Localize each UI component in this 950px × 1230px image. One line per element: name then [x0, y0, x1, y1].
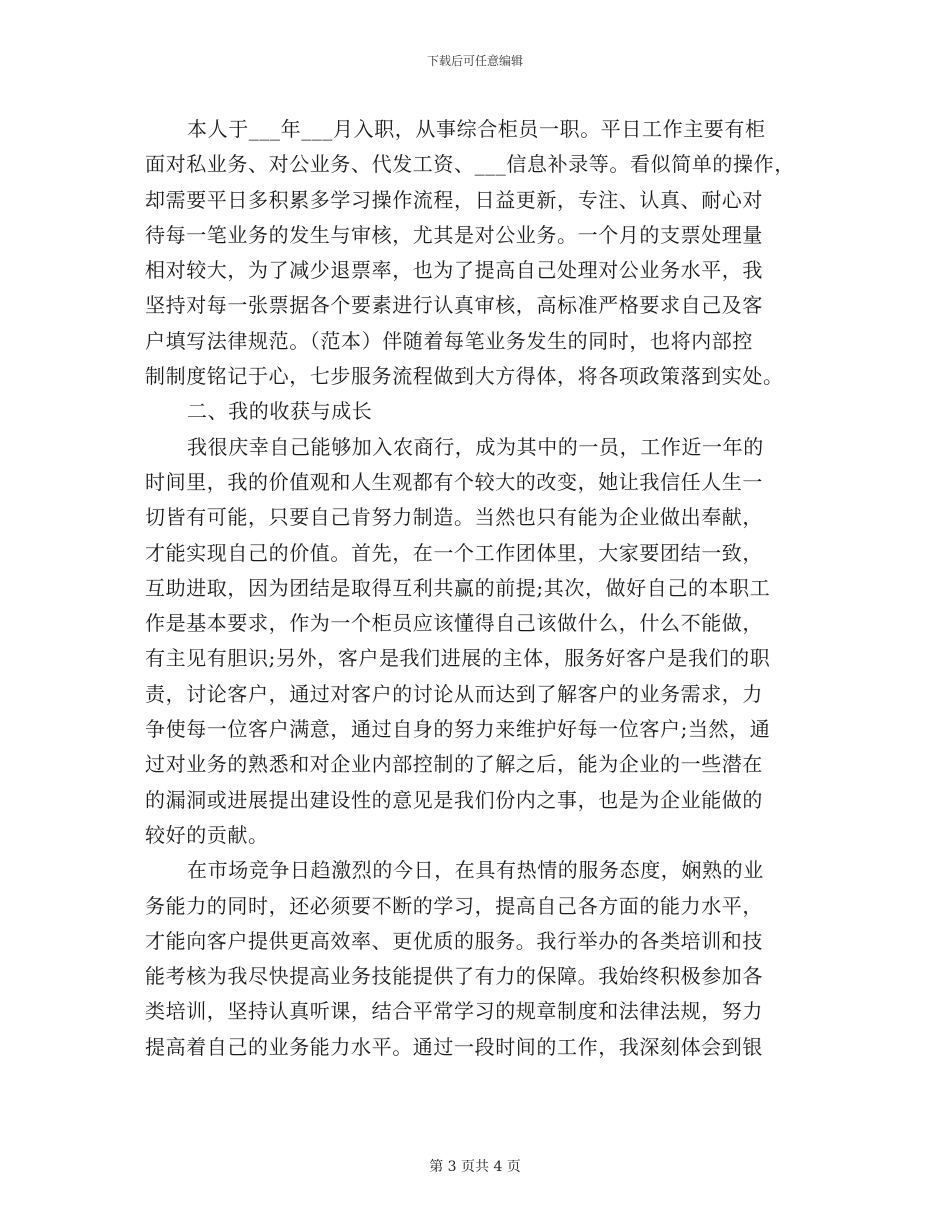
text-line: 能考核为我尽快提高业务技能提供了有力的保障。我始终积极参加各 [145, 964, 763, 989]
text-line: 责，讨论客户，通过对客户的讨论从而达到了解客户的业务需求，力 [145, 681, 763, 706]
text-line: 互助进取，因为团结是取得互利共赢的前提;其次，做好自己的本职工 [145, 575, 771, 600]
text-line: 提高着自己的业务能力水平。通过一段时间的工作，我深刻体会到银 [145, 1034, 763, 1059]
text-line: 制制度铭记于心，七步服务流程做到大方得体，将各项政策落到实处。 [145, 364, 784, 389]
text-line: 作是基本要求，作为一个柜员应该懂得自己该做什么，什么不能做， [145, 611, 763, 636]
text-line: 有主见有胆识;另外，客户是我们进展的主体，服务好客户是我们的职 [145, 646, 771, 671]
text-line: 坚持对每一张票据各个要素进行认真审核，高标准严格要求自己及客 [145, 293, 763, 318]
text-line: 待每一笔业务的发生与审核，尤其是对公业务。一个月的支票处理量 [145, 222, 763, 247]
text-line: 面对私业务、对公业务、代发工资、___信息补录等。看似简单的操作， [145, 152, 795, 177]
text-line: 二、我的收获与成长 [187, 399, 373, 424]
text-line: 争使每一位客户满意，通过自身的努力来维护好每一位客户;当然，通 [145, 717, 771, 742]
text-line: 过对业务的熟悉和对企业内部控制的了解之后，能为企业的一些潜在 [145, 752, 763, 777]
text-line: 的漏洞或进展提出建设性的意见是我们份内之事，也是为企业能做的 [145, 787, 763, 812]
page-number: 第 3 页共 4 页 [429, 1159, 521, 1175]
text-line: 我很庆幸自己能够加入农商行，成为其中的一员，工作近一年的 [187, 434, 764, 459]
text-line: 相对较大，为了减少退票率，也为了提高自己处理对公业务水平，我 [145, 258, 763, 283]
text-line: 在市场竞争日趋激烈的今日，在具有热情的服务态度，娴熟的业 [187, 858, 764, 883]
text-line: 才能实现自己的价值。首先，在一个工作团体里，大家要团结一致， [145, 540, 763, 565]
text-line: 切皆有可能，只要自己肯努力制造。当然也只有能为企业做出奉献， [145, 505, 763, 530]
page-header: 下载后可任意编辑 [426, 54, 523, 68]
text-line: 才能向客户提供更高效率、更优质的服务。我行举办的各类培训和技 [145, 928, 763, 953]
text-line: 本人于___年___月入职，从事综合柜员一职。平日工作主要有柜 [187, 117, 766, 141]
text-line: 时间里，我的价值观和人生观都有个较大的改变，她让我信任人生一 [145, 469, 763, 494]
text-line: 户填写法律规范。（范本）伴随着每笔业务发生的同时，也将内部控 [145, 328, 753, 353]
text-line: 类培训，坚持认真听课，结合平常学习的规章制度和法律法规，努力 [145, 999, 763, 1024]
document-body [145, 112, 825, 1065]
text-line: 务能力的同时，还必须要不断的学习，提高自己各方面的能力水平， [145, 893, 763, 918]
text-line: 却需要平日多积累多学习操作流程，日益更新，专注、认真、耐心对 [145, 187, 763, 212]
text-line: 较好的贡献。 [145, 822, 269, 847]
